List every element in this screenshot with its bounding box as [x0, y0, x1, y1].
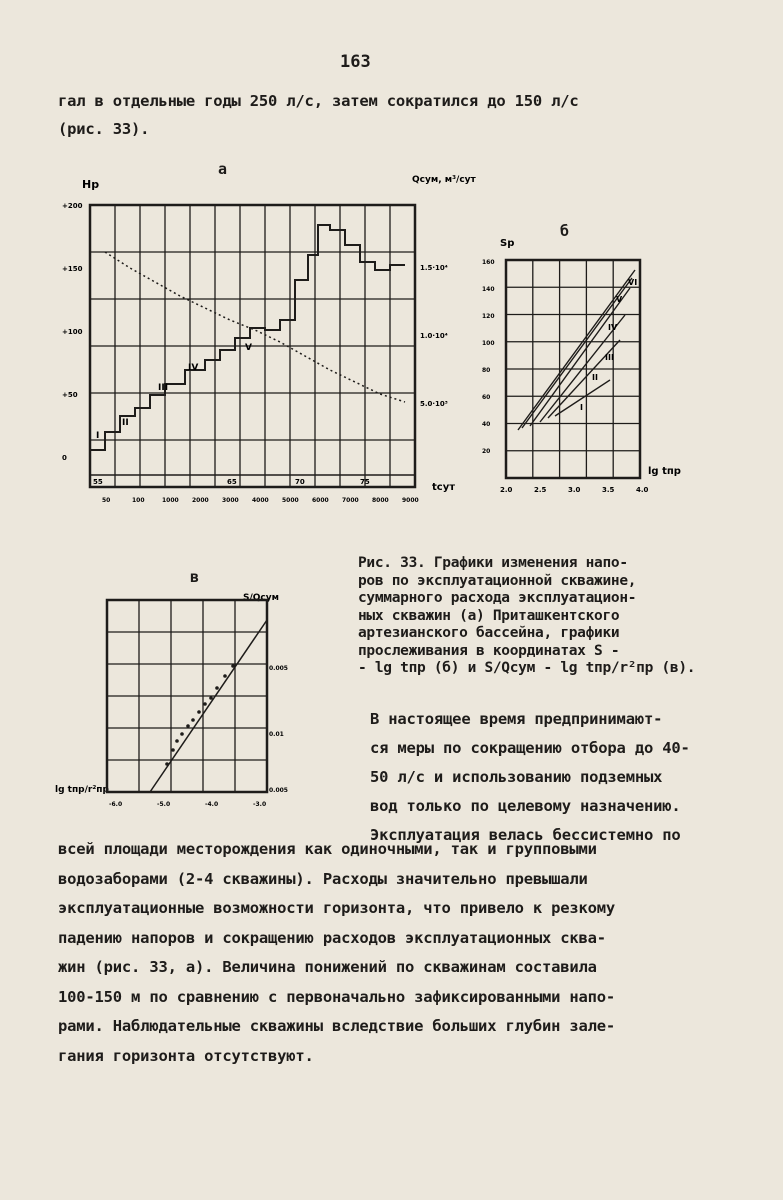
figure-v-y-tick: 0.005 [269, 665, 288, 672]
figure-v-point [203, 702, 207, 706]
text-line: жин (рис. 33, а). Величина понижений по скважинам составила [58, 958, 597, 976]
figure-b-curve-label: I [580, 403, 583, 412]
text-line: Эксплуатация велась бессистемно по [370, 826, 681, 844]
figure-v-x-tick: -6.0 [109, 801, 123, 808]
figure-v-x-label: lg tпр/r²пр [55, 785, 109, 795]
text-line: вод только по целевому назначению. [370, 797, 681, 815]
figure-a-curve-label: IV [188, 363, 199, 373]
figure-b-y-tick: 60 [482, 394, 491, 401]
figure-v-point [191, 718, 195, 722]
caption-line: артезианского бассейна, графики [358, 625, 620, 641]
figure-v-point [175, 739, 179, 743]
figure-b-y-tick: 80 [482, 367, 491, 374]
figure-b-chart [470, 230, 710, 502]
figure-b-y-tick: 100 [482, 340, 495, 347]
figure-b-y-tick: 120 [482, 313, 495, 320]
figure-a-left-tick: +100 [62, 328, 83, 336]
figure-v-label: в [190, 568, 200, 586]
figure-v-point [186, 724, 190, 728]
text-line: гания горизонта отсутствуют. [58, 1046, 314, 1065]
figure-v-point [223, 674, 227, 678]
figure-a-right-tick: 1.5·10⁴ [420, 264, 448, 272]
figure-a-bottom-tick: 5000 [282, 497, 299, 504]
figure-a-right-tick: 5.0·10³ [420, 400, 448, 408]
figure-a-label: а [218, 160, 228, 178]
text-line: гал в отдельные годы 250 л/с, затем сократился до 150 л/с [58, 92, 579, 110]
figure-b-curve-label: IV [608, 323, 618, 332]
figure-a-bottom-tick: 7000 [342, 497, 359, 504]
text-line: В настоящее время предпринимают- [370, 710, 663, 728]
figure-v-point [209, 696, 213, 700]
figure-a-left-tick: +200 [62, 202, 83, 210]
caption-line: - lg tпр (б) и S/Qсум - lg tпр/r²пр (в). [358, 660, 696, 676]
figure-a-bottom-tick: 100 [132, 497, 145, 504]
text-line: рами. Наблюдательные скважины вследствие больших глубин зале- [58, 1017, 616, 1035]
figure-a-x-label: tсут [432, 482, 456, 493]
page-number: 163 [340, 52, 371, 72]
figure-a-bottom-tick: 8000 [372, 497, 389, 504]
figure-b-curve-label: VI [628, 278, 638, 287]
figure-b-x-tick: 2.0 [500, 486, 513, 494]
figure-b-x-tick: 4.0 [636, 486, 649, 494]
figure-a-band-label: 70 [295, 478, 305, 486]
text-line: эксплуатационные возможности горизонта, что привело к резкому [58, 899, 616, 917]
figure-v-y-label: S/Qсум [243, 593, 279, 603]
figure-a-y-right-label: Qсум, м³/сут [412, 175, 476, 185]
figure-b-y-label: Sр [500, 238, 515, 249]
text-line: ся меры по сокращению отбора до 40- [370, 739, 690, 757]
figure-a-band-label: 75 [360, 478, 370, 486]
figure-b-x-label: lg tпр [648, 466, 681, 477]
figure-a-band-label: 55 [93, 478, 103, 486]
figure-v-x-tick: -4.0 [205, 801, 219, 808]
figure-v-point [231, 664, 235, 668]
figure-v-point [215, 686, 219, 690]
figure-v-x-tick: -3.0 [253, 801, 267, 808]
figure-a-right-tick: 1.0·10⁴ [420, 332, 448, 340]
figure-v-point [180, 732, 184, 736]
figure-a-y-left-label: Hр [82, 178, 100, 191]
figure-b-y-tick: 40 [482, 421, 491, 428]
text-line: всей площади месторождения как одиночными, так и групповыми [58, 840, 597, 858]
figure-a-band-label: 65 [227, 478, 237, 486]
figure-v-y-tick: 0.005 [269, 787, 288, 794]
figure-a-curve-label: V [245, 343, 252, 353]
text-line: 100-150 м по сравнению с первоначально зафиксированными напо- [58, 987, 616, 1006]
figure-b-curve-label: II [592, 373, 598, 382]
figure-a-bottom-tick: 3000 [222, 497, 239, 504]
figure-a-curve-label: I [96, 431, 100, 441]
figure-v-point [171, 748, 175, 752]
figure-a-bottom-tick: 2000 [192, 497, 209, 504]
caption-line: ров по эксплуатационной скважине, [358, 572, 637, 589]
figure-a-curve-label: II [122, 418, 129, 428]
figure-a-left-tick: +150 [62, 265, 83, 273]
text-line: падению напоров и сокращению расходов эксплуатационных сква- [58, 928, 606, 947]
figure-b-x-tick: 3.5 [602, 486, 615, 494]
figure-a-bottom-tick: 50 [102, 497, 111, 504]
figure-b-y-tick: 160 [482, 259, 495, 266]
caption-line: суммарного расхода эксплуатацион- [358, 590, 637, 606]
text-line: водозаборами (2-4 скважины). Расходы значительно превышали [58, 869, 588, 888]
figure-v-point [165, 762, 169, 766]
figure-a-bottom-tick: 9000 [402, 497, 419, 504]
figure-b-y-tick: 140 [482, 286, 495, 293]
caption-line: Рис. 33. Графики изменения напо- [358, 555, 628, 571]
figure-b-x-tick: 2.5 [534, 486, 547, 494]
figure-b-label: б [560, 222, 570, 240]
figure-a-bottom-tick: 4000 [252, 497, 269, 504]
figure-b-curve-label: V [616, 295, 623, 304]
caption-line: ных скважин (а) Приташкентского [358, 607, 620, 624]
figure-a-chart [60, 170, 480, 505]
figure-a-curve-label: III [158, 383, 169, 393]
figure-v-point [197, 710, 201, 714]
figure-v-y-tick: 0.01 [269, 731, 284, 738]
figure-v-chart [55, 578, 290, 818]
figure-v-x-tick: -5.0 [157, 801, 171, 808]
figure-a-left-tick: +50 [62, 391, 78, 399]
figure-b-curve-label: III [605, 353, 614, 362]
figure-b-y-tick: 20 [482, 448, 491, 455]
figure-a-bottom-tick: 1000 [162, 497, 179, 504]
text-line: 50 л/с и использованию подземных [370, 768, 663, 786]
figure-a-bottom-tick: 6000 [312, 497, 329, 504]
caption-line: прослеживания в координатах S - [358, 642, 620, 659]
figure-b-x-tick: 3.0 [568, 486, 581, 494]
text-line: (рис. 33). [58, 120, 150, 138]
figure-a-left-tick: 0 [62, 454, 67, 462]
